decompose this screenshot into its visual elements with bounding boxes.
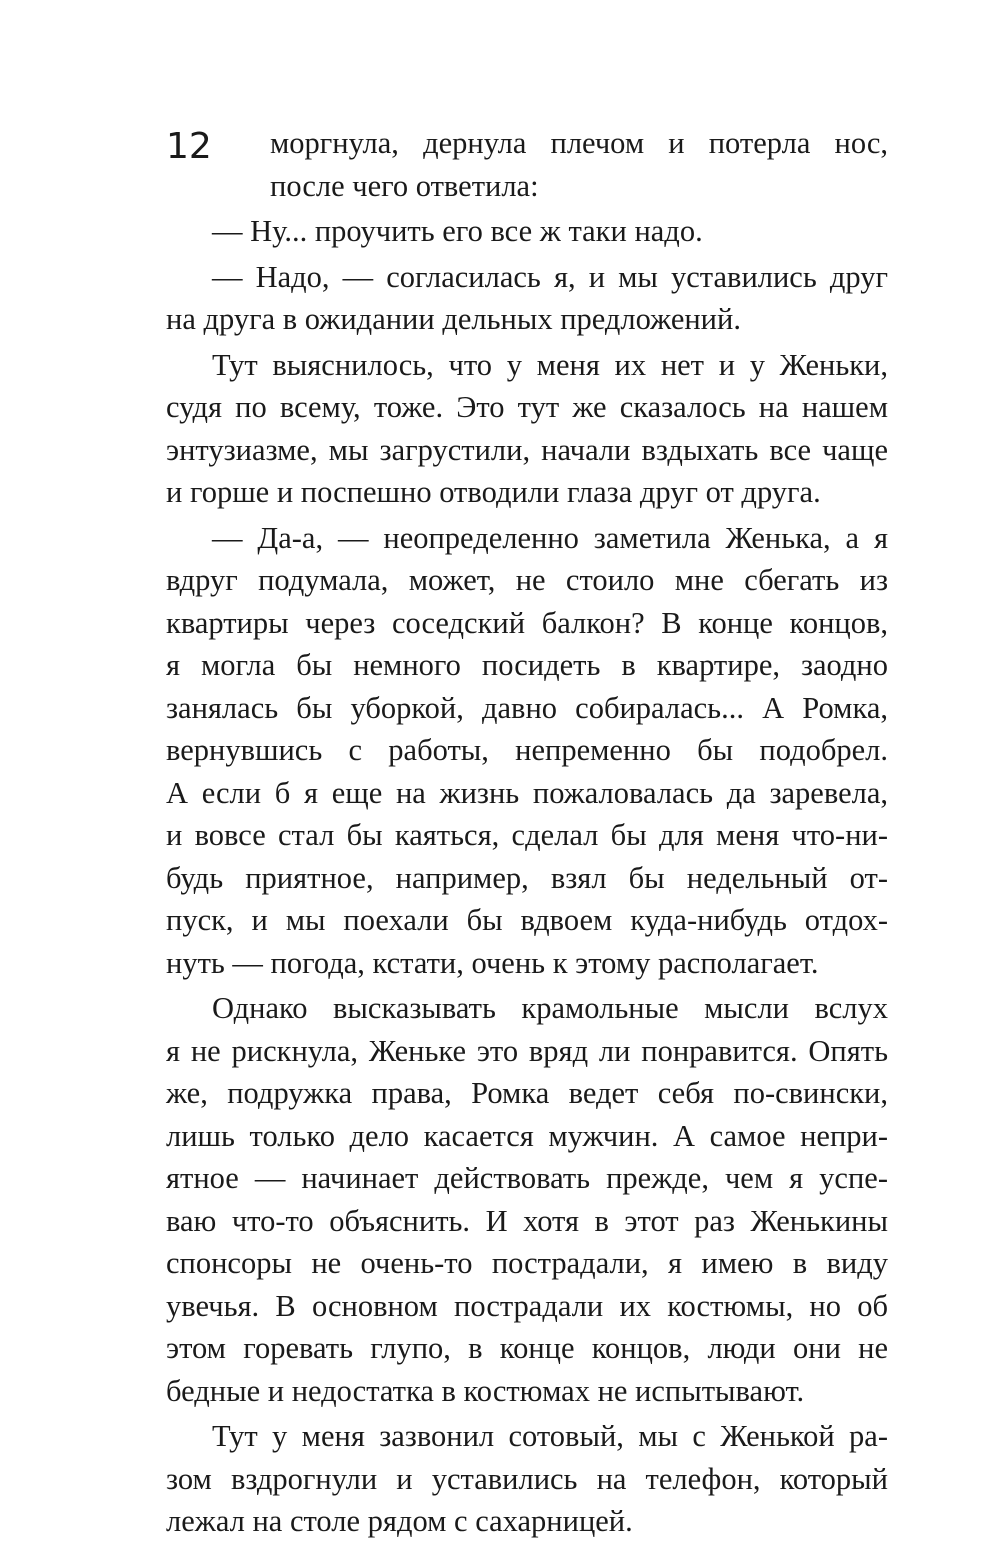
paragraph [166, 1415, 888, 1543]
page-number: 12 [166, 126, 212, 167]
text-line: и горше и поспешно отводили глаза друг от друга. [166, 475, 821, 509]
text-line: спонсоры не очень-то пострадали, я имею в виду [166, 1246, 888, 1280]
text-line: лишь только дело касается мужчин. А самое непри- [166, 1118, 888, 1153]
paragraph [166, 987, 888, 1412]
text-line: Тут у меня зазвонил сотовый, мы с Женькой ра- [212, 1419, 888, 1453]
text-line: Однако высказывать крамольные мысли вслух [212, 991, 888, 1025]
paragraph [166, 344, 888, 514]
text-line: — Да-а, — неопределенно заметила Женька, а я [212, 520, 888, 555]
text-line: Тут выяснилось, что у меня их нет и у Женьки, [212, 347, 888, 382]
text-line: ятное — начинает действовать прежде, чем я успе- [166, 1161, 888, 1195]
text-line: вернувшись с работы, непременно бы подобрел. [166, 733, 888, 767]
paragraph [166, 122, 888, 207]
paragraph [166, 210, 888, 253]
text-line: квартиры через соседский балкон? В конце концов, [166, 605, 888, 640]
text-line: пуск, и мы поехали бы вдвоем куда-нибудь отдох- [166, 903, 888, 937]
text-line: А если б я еще на жизнь пожаловалась да заревела, [166, 775, 888, 810]
text-line: энтузиазме, мы загрустили, начали вздыхать все чаще [166, 432, 888, 467]
text-line: на друга в ожидании дельных предложений. [166, 302, 741, 336]
text-line: — Надо, — согласилась я, и мы уставились друг [212, 259, 888, 294]
paragraph [166, 256, 888, 341]
text-line: нуть — погода, кстати, очень к этому располагает. [166, 945, 819, 980]
text-line: бедные и недостатка в костюмах не испытывают. [166, 1373, 805, 1408]
text-line: после чего ответила: [270, 168, 539, 203]
text-line: занялась бы уборкой, давно собиралась... А Ромка, [166, 690, 888, 725]
text-line: вдруг подумала, может, не стоило мне сбегать из [166, 563, 888, 597]
paragraph [166, 517, 888, 985]
text-line: же, подружка права, Ромка ведет себя по-свински, [166, 1076, 888, 1110]
text-line: я могла бы немного посидеть в квартире, заодно [166, 648, 888, 682]
text-line: лежал на столе рядом с сахарницей. [166, 1504, 633, 1538]
text-line: зом вздрогнули и уставились на телефон, который [166, 1461, 888, 1496]
text-line: будь приятное, например, взял бы недельный от- [166, 860, 888, 895]
text-line: и вовсе стал бы каяться, сделал бы для меня что-ни- [166, 818, 888, 852]
text-line: ваю что-то объяснить. И хотя в этот раз Женькины [166, 1203, 888, 1238]
text-line: — Ну... проучить его все ж таки надо. [212, 214, 703, 248]
text-line: судя по всему, тоже. Это тут же сказалось на нашем [166, 390, 888, 424]
text-line: моргнула, дернула плечом и потерла нос, [270, 126, 888, 160]
text-line: я не рискнула, Женьке это вряд ли понравится. Опять [166, 1033, 888, 1068]
text-line: увечья. В основном пострадали их костюмы, но об [166, 1288, 888, 1323]
body-text [166, 122, 888, 1543]
text-line: этом горевать глупо, в конце концов, люди они не [166, 1331, 888, 1365]
